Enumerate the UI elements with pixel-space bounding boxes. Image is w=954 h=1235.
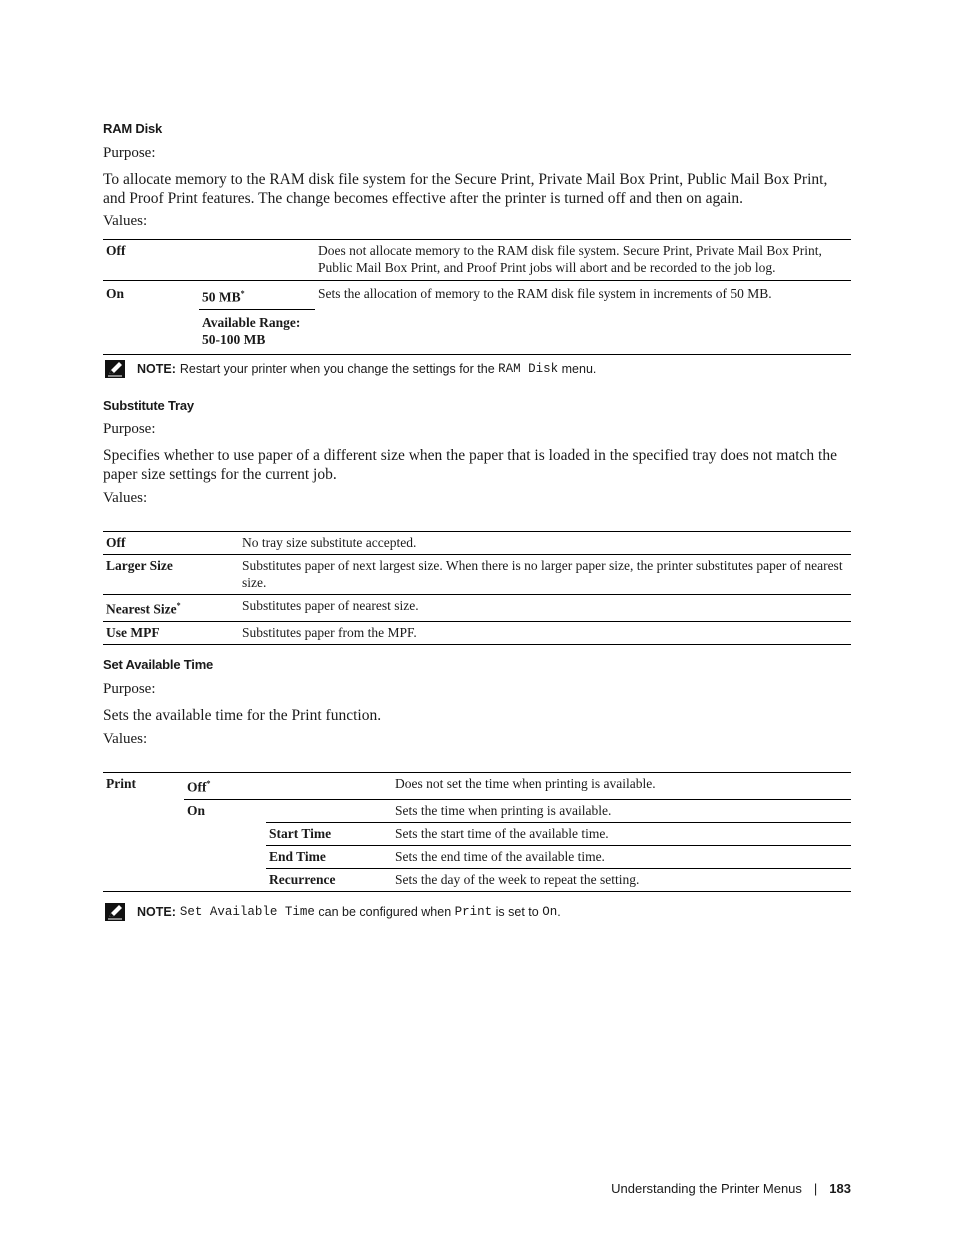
table-row (103, 799, 851, 822)
set-available-time-values-label: Values: (103, 731, 148, 747)
note-text-after: menu. (561, 362, 597, 376)
note-code: RAM Disk (498, 362, 559, 376)
nearest-name-text: Nearest Size (106, 601, 177, 617)
page-footer (611, 1181, 851, 1196)
cell-off-name: Off (106, 243, 126, 258)
cell-print-name: Print (106, 776, 136, 791)
note-code-on: On (542, 905, 558, 919)
table-row (103, 621, 851, 644)
note-text-3: . (557, 905, 561, 919)
table-row (103, 309, 851, 354)
cell-on-desc: Sets the allocation of memory to the RAM disk file system in increments of 50 MB. (318, 286, 772, 301)
set-available-time-purpose-label: Purpose: (103, 681, 156, 697)
cell-start-desc: Sets the start time of the available time. (392, 822, 851, 845)
table-row (103, 555, 851, 595)
cell-on-desc: Sets the time when printing is available. (392, 799, 851, 822)
cell-off-name (184, 773, 266, 800)
cell-on-value (199, 281, 315, 310)
off-name-text: Off (187, 779, 207, 795)
substitute-tray-title: Substitute Tray (103, 398, 194, 413)
cell-larger-desc: Substitutes paper of next largest size. When there is no larger paper size, the printer substitutes paper of nearest size. (242, 558, 843, 590)
table-row (103, 281, 851, 310)
ram-disk-purpose-label: Purpose: (103, 145, 156, 161)
substitute-tray-purpose-text: Specifies whether to use paper of a different size when the paper that is loaded in the specified tray does not match the paper size settings for the current job. (103, 447, 837, 483)
range-value: 50-100 MB (202, 331, 266, 347)
note-text-before: Restart your printer when you change the settings for the (179, 362, 495, 376)
cell-recurrence-name: Recurrence (269, 871, 336, 887)
ram-disk-title: RAM Disk (103, 121, 163, 136)
note-label: NOTE: (137, 905, 176, 919)
ram-disk-values-label: Values: (103, 213, 148, 229)
cell-off-desc: No tray size substitute accepted. (242, 535, 417, 550)
range-label: Available Range: (202, 314, 301, 330)
note-code-set-available-time: Set Available Time (179, 905, 315, 919)
substitute-tray-values-table (103, 531, 851, 645)
substitute-tray-values-label: Values: (103, 490, 148, 506)
cell-range (199, 309, 315, 354)
footer-section-title: Understanding the Printer Menus (611, 1181, 802, 1196)
default-mark: * (176, 601, 181, 610)
set-available-time-values-table (103, 772, 851, 892)
default-mark: * (206, 779, 211, 788)
cell-off-desc: Does not set the time when printing is available. (392, 773, 851, 800)
cell-larger-name: Larger Size (106, 558, 173, 573)
cell-on-name: On (106, 286, 125, 301)
set-available-time-note (105, 903, 561, 921)
cell-nearest-desc: Substitutes paper of nearest size. (242, 598, 419, 613)
set-available-time-purpose-text: Sets the available time for the Print function. (103, 707, 382, 724)
footer-separator: | (813, 1181, 818, 1196)
table-row (103, 822, 851, 845)
cell-mpf-name: Use MPF (106, 624, 160, 640)
table-row (103, 773, 851, 800)
ram-disk-note (105, 360, 596, 378)
cell-start-name: Start Time (266, 822, 392, 845)
cell-nearest-name (103, 595, 239, 622)
substitute-tray-purpose-label: Purpose: (103, 421, 156, 437)
note-text-1: can be configured when (318, 905, 452, 919)
cell-off-name: Off (106, 535, 126, 550)
note-label: NOTE: (137, 362, 176, 376)
table-row (103, 595, 851, 622)
cell-on-name: On (187, 802, 206, 818)
ram-disk-purpose-text: To allocate memory to the RAM disk file system for the Secure Print, Private Mail Box Print, Public Mail Box Print, and Proof Print features. The change becomes effective after the printer is turned off and then on again. (103, 171, 828, 207)
cell-end-desc: Sets the end time of the available time. (392, 845, 851, 868)
note-code-print: Print (454, 905, 493, 919)
cell-off-desc: Does not allocate memory to the RAM disk file system. Secure Print, Private Mail Box Print, Public Mail Box Print, and Proof Print jobs will abort and be recorded to the job log. (318, 243, 822, 275)
note-pencil-icon (105, 360, 125, 378)
table-row (103, 240, 851, 281)
set-available-time-title: Set Available Time (103, 657, 214, 672)
on-value-text: 50 MB (202, 289, 241, 305)
table-row (103, 845, 851, 868)
cell-end-name: End Time (266, 845, 392, 868)
ram-disk-values-table (103, 239, 851, 355)
table-row (103, 868, 851, 891)
cell-mpf-desc: Substitutes paper from the MPF. (242, 624, 417, 640)
cell-recurrence-desc: Sets the day of the week to repeat the setting. (395, 871, 640, 887)
note-text-2: is set to (495, 905, 539, 919)
note-pencil-icon (105, 903, 125, 921)
table-row (103, 532, 851, 555)
page-number: 183 (829, 1181, 851, 1196)
default-mark: * (240, 289, 245, 298)
